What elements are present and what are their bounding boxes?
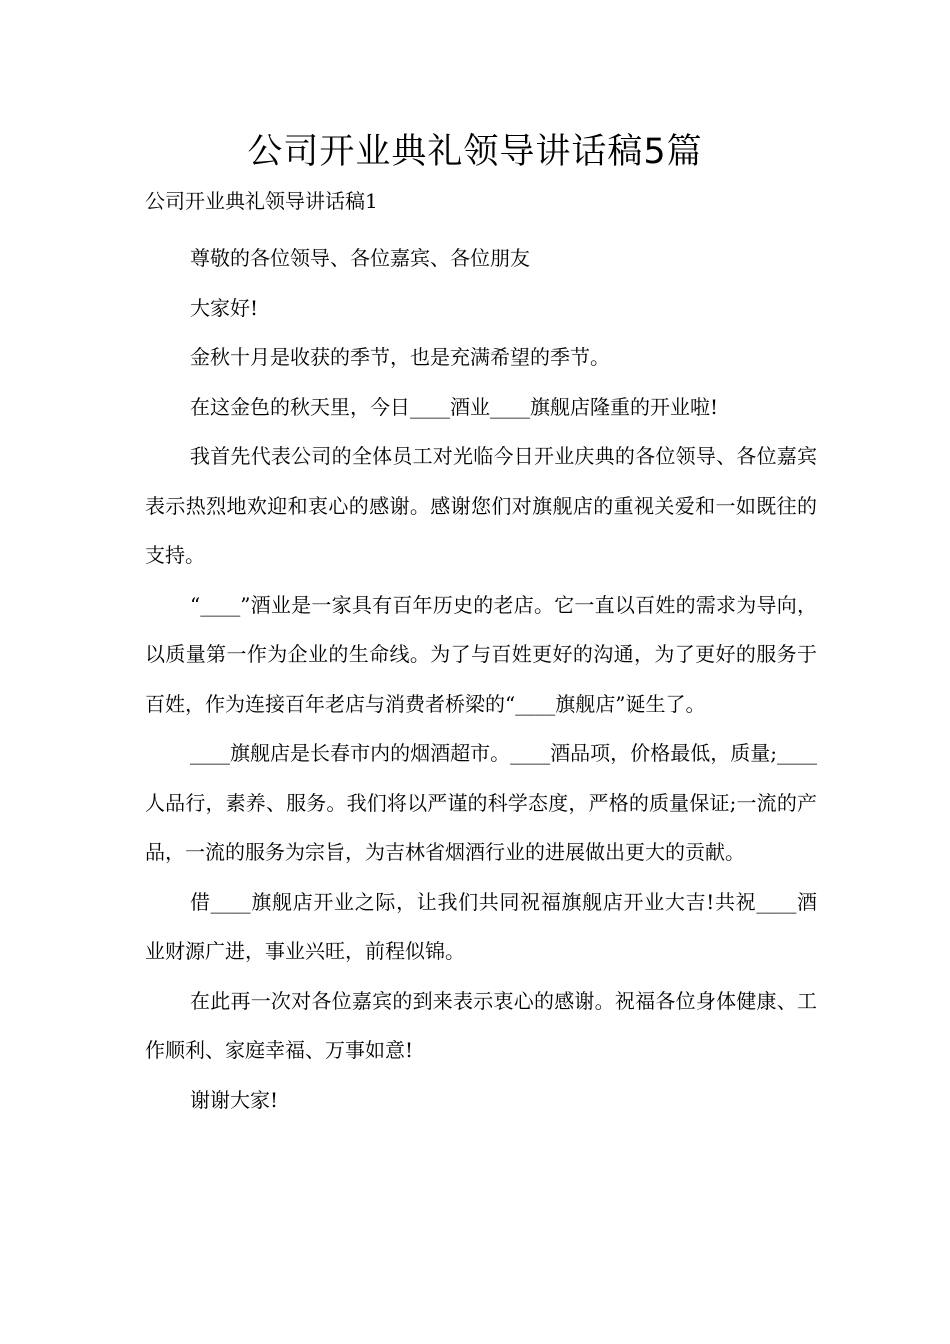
document-body bbox=[145, 234, 817, 1125]
paragraph-hello: 大家好! bbox=[190, 295, 259, 320]
paragraph-opening: 在这金色的秋天里，今日____酒业____旗舰店隆重的开业啦! bbox=[190, 394, 719, 419]
paragraph-store: ____旗舰店是长春市内的烟酒超市。____酒品项，价格最低，质量;____人品行，素养、服务。我们将以严谨的科学态度，严格的质量保证;一流的产品，一流的服务为宗旨，为吉林省烟酒行业的进展做出更大的贡献。 bbox=[145, 741, 817, 864]
section-heading: 公司开业典礼领导讲话稿1 bbox=[145, 189, 378, 213]
document-title: 公司开业典礼领导讲话稿5篇 bbox=[247, 132, 703, 172]
paragraph-greeting: 尊敬的各位领导、各位嘉宾、各位朋友 bbox=[190, 246, 530, 270]
paragraph-history: “____”酒业是一家具有百年历史的老店。它一直以百姓的需求为导向，以质量第一作为企业的生命线。为了与百姓更好的沟通，为了更好的服务于百姓，作为连接百年老店与消费者桥梁的“____旗舰店”诞生了。 bbox=[145, 592, 817, 716]
paragraph-thanks: 我首先代表公司的全体员工对光临今日开业庆典的各位领导、各位嘉宾表示热烈地欢迎和衷心的感谢。感谢您们对旗舰店的重视关爱和一如既往的支持。 bbox=[145, 444, 817, 567]
paragraph-blessing: 借____旗舰店开业之际，让我们共同祝福旗舰店开业大吉!共祝____酒业财源广进，事业兴旺，前程似锦。 bbox=[145, 889, 817, 963]
paragraph-closing: 谢谢大家! bbox=[190, 1087, 279, 1112]
paragraph-season: 金秋十月是收获的季节，也是充满希望的季节。 bbox=[190, 345, 610, 369]
paragraph-final-thanks: 在此再一次对各位嘉宾的到来表示衷心的感谢。祝福各位身体健康、工作顺利、家庭幸福、万事如意! bbox=[145, 988, 817, 1062]
